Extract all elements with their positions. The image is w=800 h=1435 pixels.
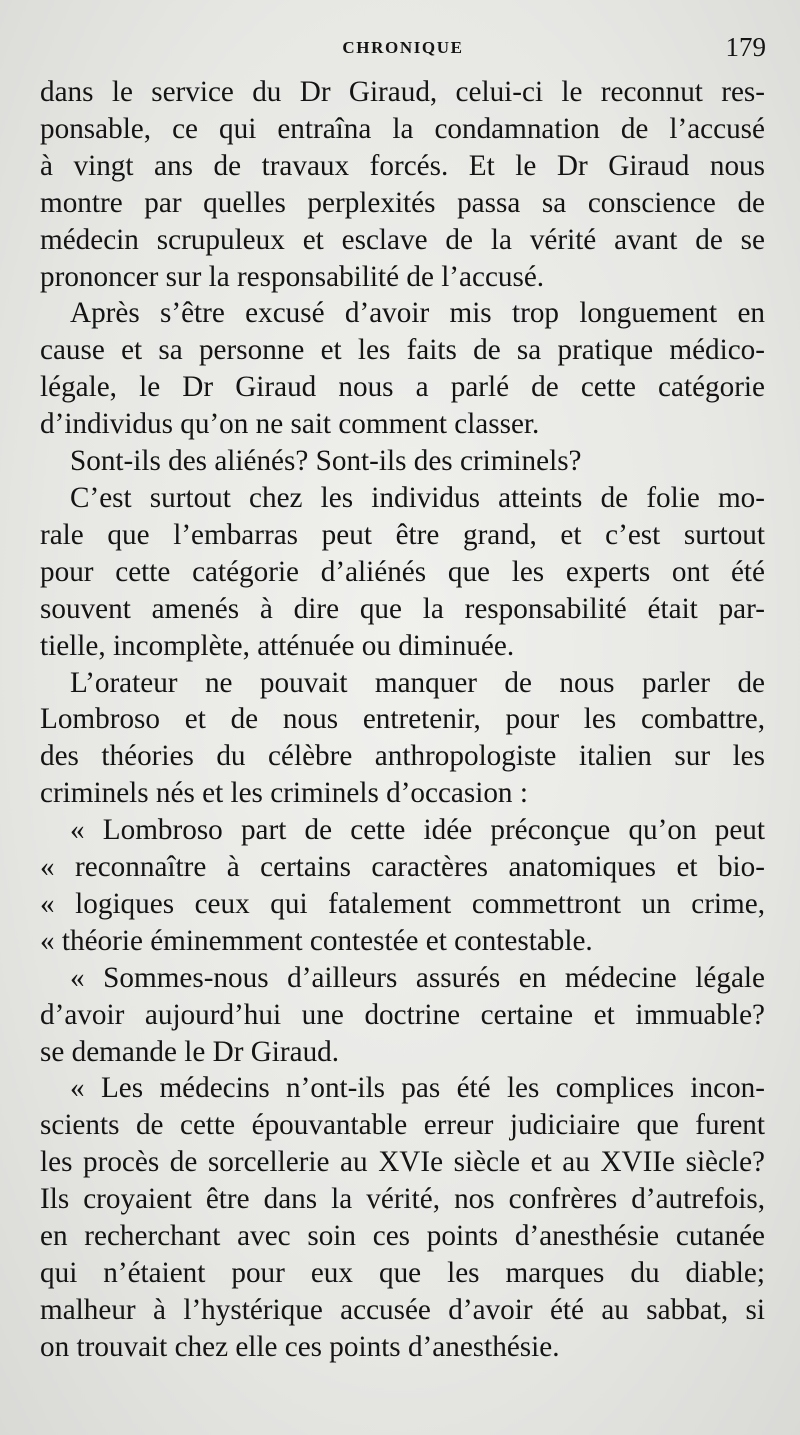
- text-line: à vingt ans de travaux forcés. Et le Dr Giraud nous: [40, 149, 765, 182]
- text-line: pour cette catégorie d’aliénés que les experts ont été: [40, 555, 765, 588]
- text-line: montre par quelles perplexités passa sa conscience de: [40, 186, 765, 219]
- text-line: scients de cette épouvantable erreur judiciaire que furent: [40, 1109, 765, 1142]
- text-line: dans le service du Dr Giraud, celui-ci le reconnut res-: [40, 76, 765, 108]
- body-text: [40, 74, 765, 1366]
- text-line: qui n’étaient pour eux que les marques du diable;: [40, 1257, 765, 1289]
- text-line: d’individus qu’on ne sait comment classer.: [40, 408, 540, 441]
- text-line: se demande le Dr Giraud.: [40, 1035, 340, 1068]
- text-line: en recherchant avec soin ces points d’anesthésie cutanée: [40, 1220, 765, 1253]
- text-line: « logiques ceux qui fatalement commettront un crime,: [40, 887, 765, 920]
- text-line: C’est surtout chez les individus atteints de folie mo-: [70, 481, 765, 514]
- running-title: CHRONIQUE: [342, 38, 464, 57]
- text-line: « Les médecins n’ont-ils pas été les complices incon-: [70, 1072, 765, 1105]
- text-line: rale que l’embarras peut être grand, et c’est surtout: [40, 518, 765, 551]
- text-line: légale, le Dr Giraud nous a parlé de cette catégorie: [40, 371, 765, 404]
- text-line: prononcer sur la responsabilité de l’accusé.: [40, 260, 545, 293]
- text-line: malheur à l’hystérique accusée d’avoir été au sabbat, si: [40, 1293, 765, 1326]
- text-line: L’orateur ne pouvait manquer de nous parler de: [70, 666, 765, 699]
- running-head: [40, 30, 766, 64]
- text-line: Lombroso et de nous entretenir, pour les combattre,: [40, 703, 765, 736]
- text-line: criminels nés et les criminels d’occasion :: [40, 777, 528, 810]
- page-number: 179: [725, 32, 766, 62]
- text-line: médecin scrupuleux et esclave de la vérité avant de se: [40, 223, 765, 256]
- text-line: « Lombroso part de cette idée préconçue qu’on peut: [70, 814, 765, 847]
- text-line: « reconnaître à certains caractères anatomiques et bio-: [40, 851, 765, 884]
- text-line: « Sommes-nous d’ailleurs assurés en médecine légale: [70, 961, 765, 994]
- text-line: Ils croyaient être dans la vérité, nos confrères d’autrefois,: [40, 1183, 765, 1216]
- text-line: tielle, incomplète, atténuée ou diminuée.: [40, 629, 515, 662]
- text-line: ponsable, ce qui entraîna la condamnation de l’accusé: [40, 112, 765, 145]
- text-line: les procès de sorcellerie au XVIe siècle et au XVIIe siècle?: [40, 1146, 765, 1179]
- text-line: souvent amenés à dire que la responsabilité était par-: [40, 592, 765, 625]
- text-line: Après s’être excusé d’avoir mis trop longuement en: [70, 297, 765, 330]
- text-line: « théorie éminemment contestée et contestable.: [40, 924, 593, 957]
- text-line: on trouvait chez elle ces points d’anesthésie.: [40, 1330, 560, 1363]
- text-line: des théories du célèbre anthropologiste italien sur les: [40, 740, 765, 773]
- text-line: cause et sa personne et les faits de sa pratique médico-: [40, 334, 765, 367]
- text-line: Sont-ils des aliénés? Sont-ils des criminels?: [70, 445, 582, 478]
- text-line: d’avoir aujourd’hui une doctrine certaine et immuable?: [40, 998, 765, 1031]
